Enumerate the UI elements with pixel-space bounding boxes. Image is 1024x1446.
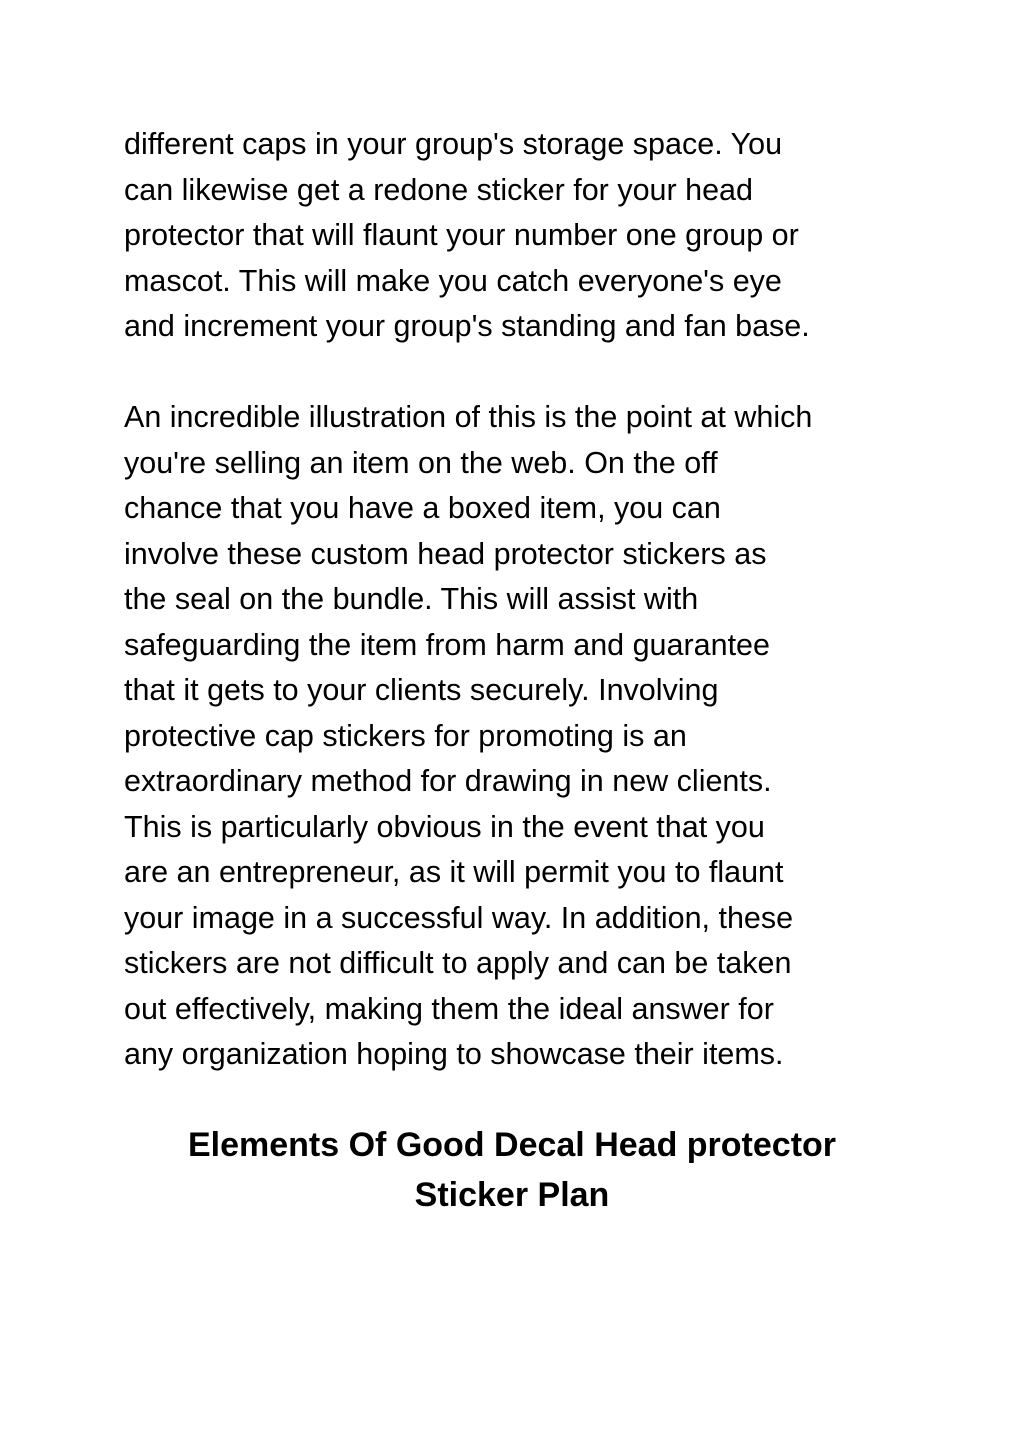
paragraph-line: out effectively, making them the ideal answer for <box>124 991 774 1026</box>
heading-line: Sticker Plan <box>414 1176 610 1214</box>
paragraph-line: protective cap stickers for promoting is an <box>124 718 687 753</box>
paragraph-line: protector that will flaunt your number one group or <box>124 218 799 252</box>
paragraph-line: chance that you have a boxed item, you can <box>124 491 721 525</box>
paragraph-1 <box>124 122 914 350</box>
paragraph-line: and increment your group's standing and fan base. <box>124 309 810 343</box>
paragraph-line: any organization hoping to showcase their items. <box>124 1037 784 1071</box>
section-heading <box>0 1120 1024 1220</box>
body-text <box>124 122 914 1078</box>
paragraph-line: your image in a successful way. In addition, these <box>124 900 794 935</box>
paragraph-line: This is particularly obvious in the event that you <box>124 809 765 844</box>
paragraph-line: the seal on the bundle. This will assist with <box>124 582 699 616</box>
paragraph-spacer <box>124 350 914 396</box>
paragraph-line: involve these custom head protector stickers as <box>124 536 767 571</box>
paragraph-line: extraordinary method for drawing in new clients. <box>124 764 772 798</box>
paragraph-line: An incredible illustration of this is the point at which <box>124 400 813 434</box>
paragraph-line: mascot. This will make you catch everyone's eye <box>124 263 782 298</box>
paragraph-line: are an entrepreneur, as it will permit you to flaunt <box>124 855 784 889</box>
paragraph-2 <box>124 395 914 1078</box>
paragraph-line: that it gets to your clients securely. Involving <box>124 673 719 707</box>
paragraph-line: can likewise get a redone sticker for your head <box>124 172 753 207</box>
paragraph-line: you're selling an item on the web. On the off <box>124 445 718 480</box>
paragraph-line: different caps in your group's storage space. You <box>124 127 783 161</box>
paragraph-line: stickers are not difficult to apply and can be taken <box>124 946 792 980</box>
heading-line: Elements Of Good Decal Head protector <box>187 1126 837 1164</box>
paragraph-line: safeguarding the item from harm and guarantee <box>124 627 770 662</box>
